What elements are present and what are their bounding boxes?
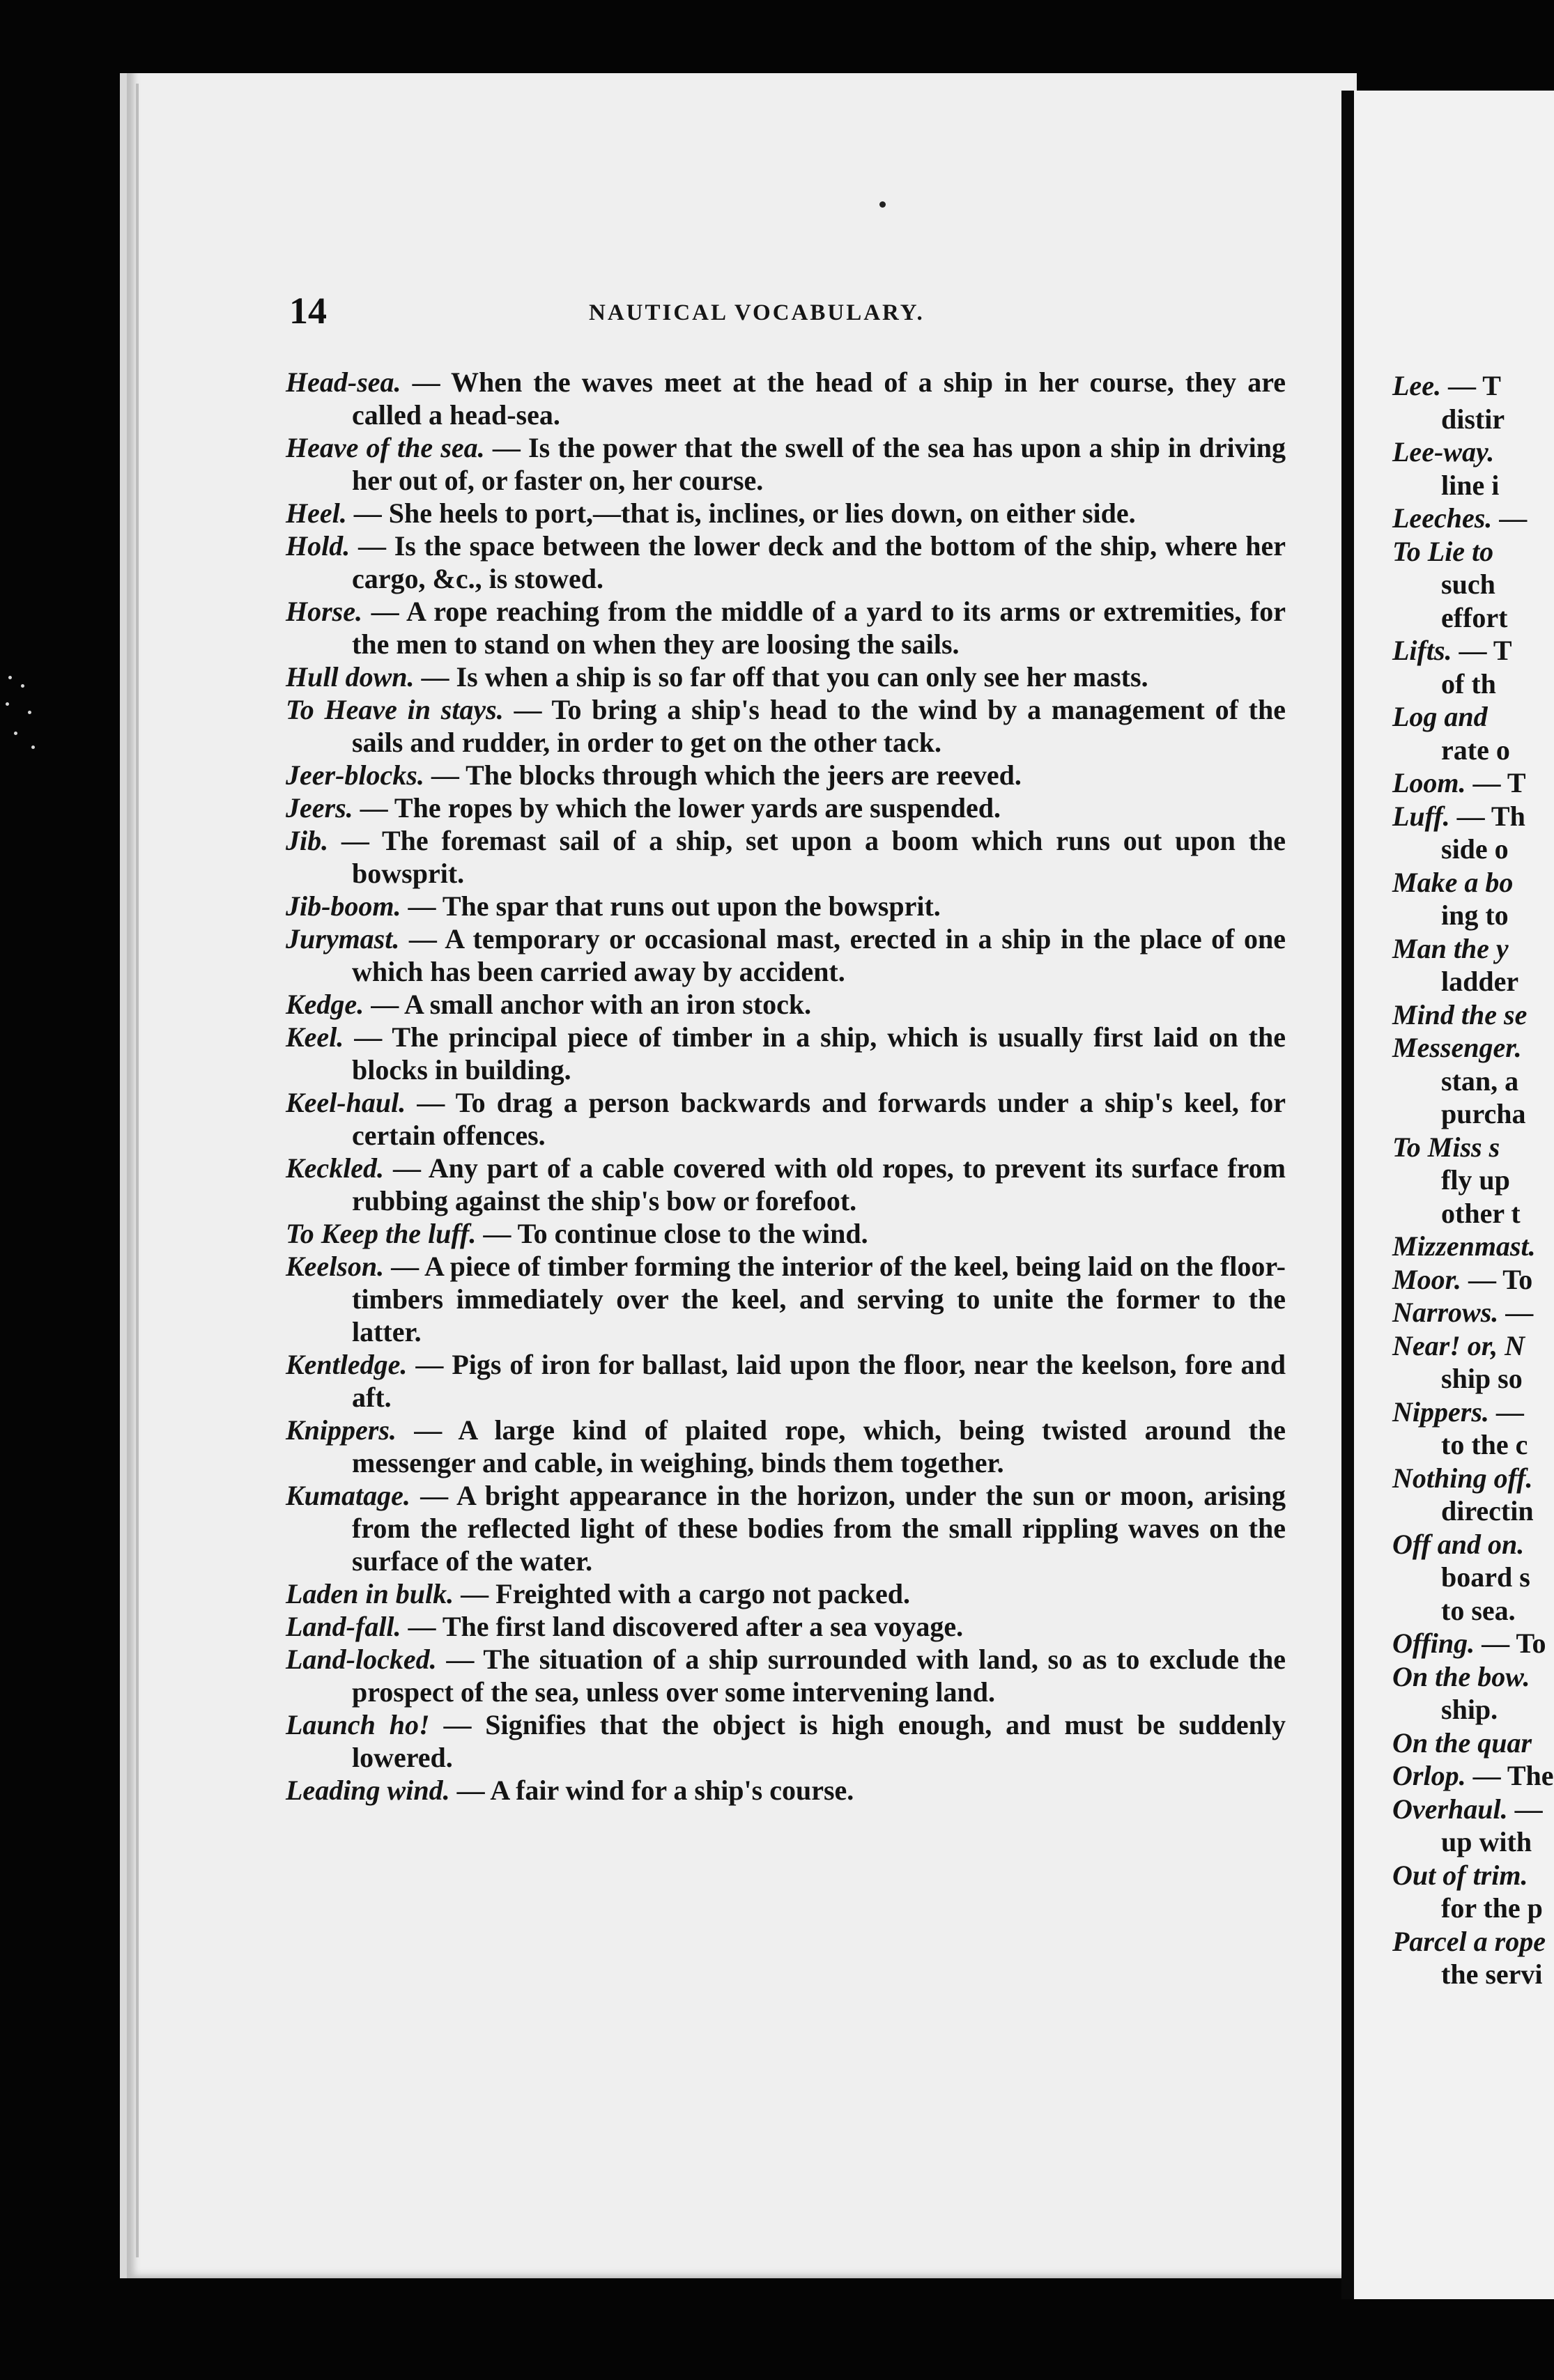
fragment-text: ship.	[1441, 1694, 1498, 1725]
right-page-line	[1392, 1594, 1554, 1628]
fragment-term: Messenger.	[1392, 1032, 1522, 1063]
entry-term: To Heave in stays.	[286, 694, 504, 725]
right-page-line	[1392, 1892, 1554, 1925]
fragment-text: — T	[1459, 635, 1512, 666]
fragment-term: Offing.	[1392, 1628, 1475, 1659]
spine-shadow	[0, 669, 42, 808]
fragment-text: — T	[1447, 370, 1501, 401]
entry-definition: To drag a person backwards and forwards under a ship's keel, for certain offences.	[352, 1087, 1286, 1151]
fragment-term: Log and	[1392, 701, 1488, 732]
entry-definition: The ropes by which the lower yards are suspended.	[394, 792, 1001, 824]
fragment-term: Loom.	[1392, 767, 1466, 798]
right-page-line	[1392, 965, 1554, 998]
entry-definition: A fair wind for a ship's course.	[490, 1775, 854, 1806]
fragment-term: Make a bo	[1392, 866, 1514, 898]
right-page-line	[1392, 833, 1554, 866]
page-number: 14	[289, 290, 327, 332]
fragment-term: Overhaul.	[1392, 1793, 1508, 1825]
right-page-line	[1392, 1396, 1554, 1429]
fragment-term: Moor.	[1392, 1263, 1461, 1295]
fragment-text: to sea.	[1441, 1594, 1516, 1626]
vocabulary-entry: Keckled. — Any part of a cable covered with old ropes, to prevent its surface from rubbing against the ship's bow or forefoot.	[286, 1152, 1286, 1216]
fragment-text: —	[1505, 1297, 1534, 1328]
right-page-line	[1392, 1494, 1554, 1528]
right-page-line	[1392, 1263, 1554, 1297]
right-page-fragments	[1392, 369, 1554, 1991]
fragment-term: Off and on.	[1392, 1528, 1525, 1560]
fragment-term: Parcel a rope	[1392, 1925, 1546, 1957]
entry-term: Kentledge.	[286, 1349, 408, 1380]
vocabulary-entry: Keel-haul. — To drag a person backwards and forwards under a ship's keel, for certain offences.	[286, 1087, 1286, 1151]
vocabulary-entry: Jib. — The foremast sail of a ship, set upon a boom which runs out upon the bowsprit.	[286, 825, 1286, 889]
fragment-text: line i	[1441, 469, 1500, 501]
vocabulary-entry: Kedge. — A small anchor with an iron stock.	[286, 989, 812, 1020]
vocabulary-entry: Leading wind. — A fair wind for a ship's course.	[286, 1775, 854, 1806]
fragment-text: — To	[1482, 1628, 1546, 1659]
right-page-line	[1392, 403, 1554, 436]
entry-definition: The first land discovered after a sea voyage.	[442, 1611, 964, 1642]
right-page-line	[1392, 1362, 1554, 1396]
fragment-text: —	[1495, 1396, 1524, 1428]
entry-term: Heel.	[286, 497, 347, 529]
entry-definition: A piece of timber forming the interior of the keel, being laid on the floor-timbers immediately over the keel, and serving to unite the former to the latter.	[352, 1251, 1286, 1347]
fragment-term: Mizzenmast.	[1392, 1230, 1536, 1262]
entry-definition: To bring a ship's head to the wind by a management of the sails and rudder, in order to get on the other tack.	[352, 694, 1286, 758]
right-page-line	[1392, 1428, 1554, 1462]
right-page-line	[1392, 1131, 1554, 1164]
right-page-line	[1392, 1825, 1554, 1859]
vocabulary-entry: Jib-boom. — The spar that runs out upon the bowsprit.	[286, 890, 941, 922]
vocabulary-entry: Keel. — The principal piece of timber in a ship, which is usually first laid on the blocks in building.	[286, 1021, 1286, 1085]
vocabulary-entries	[286, 366, 1286, 1807]
right-page-line	[1392, 800, 1554, 833]
right-page-line	[1392, 1561, 1554, 1594]
vocabulary-entry: Heel. — She heels to port,—that is, inclines, or lies down, on either side.	[286, 497, 1136, 529]
right-page-line	[1392, 932, 1554, 966]
fragment-text: board s	[1441, 1561, 1530, 1593]
fragment-term: Out of trim.	[1392, 1859, 1528, 1891]
fragment-text: — Th	[1456, 800, 1525, 832]
fragment-text: distir	[1441, 403, 1505, 435]
entry-term: Jib-boom.	[286, 890, 401, 922]
entry-term: Jib.	[286, 825, 329, 856]
fragment-text: —	[1499, 502, 1528, 534]
fragment-term: Orlop.	[1392, 1760, 1466, 1791]
entry-definition: A small anchor with an iron stock.	[403, 989, 812, 1020]
right-page-line	[1392, 1693, 1554, 1726]
entry-term: Head-sea.	[286, 366, 401, 398]
right-page-line	[1392, 734, 1554, 767]
vocabulary-entry: To Keep the luff. — To continue close to the wind.	[286, 1218, 868, 1249]
right-page-line	[1392, 435, 1554, 469]
right-page-line	[1392, 634, 1554, 667]
entry-definition: The situation of a ship surrounded with land, so as to exclude the prospect of the sea, unless over some intervening land.	[352, 1644, 1286, 1708]
right-page-line	[1392, 700, 1554, 734]
entry-term: Hold.	[286, 530, 351, 562]
vocabulary-entry: Jurymast. — A temporary or occasional mast, erected in a ship in the place of one which has been carried away by accident.	[286, 923, 1286, 987]
right-page-line	[1392, 1197, 1554, 1230]
entry-term: Leading wind.	[286, 1775, 450, 1806]
entry-term: Keckled.	[286, 1152, 385, 1184]
entry-term: Keel.	[286, 1021, 344, 1053]
right-page-line	[1392, 1065, 1554, 1098]
entry-term: Jurymast.	[286, 923, 400, 955]
right-page-line	[1392, 1660, 1554, 1694]
fragment-text: effort	[1441, 601, 1508, 633]
right-page-line	[1392, 1097, 1554, 1131]
entry-definition: The blocks through which the jeers are reeved.	[466, 759, 1022, 791]
vocabulary-entry: Kumatage. — A bright appearance in the horizon, under the sun or moon, arising from the reflected light of these bodies from the small rippling waves on the surface of the water.	[286, 1480, 1286, 1577]
vocabulary-entry: Head-sea. — When the waves meet at the head of a ship in her course, they are called a head-sea.	[286, 366, 1286, 431]
right-page-line	[1392, 601, 1554, 635]
vocabulary-entry: Land-fall. — The first land discovered after a sea voyage.	[286, 1611, 964, 1642]
entry-definition: The spar that runs out upon the bowsprit.	[442, 890, 941, 922]
fragment-term: On the quar	[1392, 1726, 1532, 1759]
right-page-line	[1392, 1627, 1554, 1660]
right-page-line	[1392, 1528, 1554, 1561]
fragment-text: — To	[1468, 1263, 1533, 1295]
fragment-term: Narrows.	[1392, 1297, 1499, 1328]
entry-term: Hull down.	[286, 661, 415, 693]
fragment-term: Leeches.	[1392, 502, 1493, 534]
entry-term: Keel-haul.	[286, 1087, 406, 1118]
fragment-text: other t	[1441, 1197, 1521, 1229]
vocabulary-entry: Launch ho! — Signifies that the object is high enough, and must be suddenly lowered.	[286, 1709, 1286, 1773]
fragment-text: directin	[1441, 1495, 1534, 1527]
entry-term: Launch ho!	[286, 1709, 430, 1740]
entry-term: Jeer-blocks.	[286, 759, 424, 791]
fragment-text: up with	[1441, 1826, 1532, 1857]
fragment-text: — The	[1472, 1760, 1554, 1791]
right-page-line	[1392, 369, 1554, 403]
vocabulary-entry: Keelson. — A piece of timber forming the interior of the keel, being laid on the floor-timbers immediately over the keel, and serving to unite the former to the latter.	[286, 1251, 1286, 1347]
fragment-text: for the p	[1441, 1892, 1543, 1924]
fragment-text: side o	[1441, 833, 1509, 865]
fragment-term: Nippers.	[1392, 1396, 1489, 1428]
entry-definition: A rope reaching from the middle of a yard to its arms or extremities, for the men to stand on when they are loosing the sails.	[352, 596, 1286, 660]
vocabulary-entry: Laden in bulk. — Freighted with a cargo not packed.	[286, 1578, 910, 1609]
entry-term: Kumatage.	[286, 1480, 410, 1511]
right-page-line	[1392, 469, 1554, 502]
right-page-line	[1392, 1859, 1554, 1892]
entry-definition: She heels to port,—that is, inclines, or lies down, on either side.	[388, 497, 1136, 529]
fragment-term: To Lie to	[1392, 535, 1494, 567]
entry-term: Kedge.	[286, 989, 364, 1020]
right-page-line	[1392, 667, 1554, 701]
entry-term: Heave of the sea.	[286, 432, 485, 463]
entry-definition: A large kind of plaited rope, which, being twisted around the messenger and cable, in weighing, binds them together.	[352, 1414, 1286, 1478]
right-page-line	[1392, 1925, 1554, 1958]
entry-definition: The foremast sail of a ship, set upon a boom which runs out upon the bowsprit.	[352, 825, 1286, 889]
fragment-text: the servi	[1441, 1958, 1543, 1990]
entry-definition: Is the power that the swell of the sea has upon a ship in driving her out of, or faster on, her course.	[352, 432, 1286, 496]
right-page-line	[1392, 1031, 1554, 1065]
fragment-term: Lee.	[1392, 370, 1441, 401]
entry-term: Knippers.	[286, 1414, 397, 1446]
entry-term: Horse.	[286, 596, 362, 627]
vocabulary-entry: Heave of the sea. — Is the power that the swell of the sea has upon a ship in driving her out of, or faster on, her course.	[286, 432, 1286, 496]
vocabulary-entry: Jeers. — The ropes by which the lower yards are suspended.	[286, 792, 1001, 824]
entry-term: Keelson.	[286, 1251, 385, 1282]
fragment-term: On the bow.	[1392, 1660, 1530, 1692]
right-page-line	[1392, 1230, 1554, 1263]
right-page-line	[1392, 1164, 1554, 1197]
fragment-text: purcha	[1441, 1098, 1526, 1129]
entry-definition: Is the space between the lower deck and the bottom of the ship, where her cargo, &c., is stowed.	[352, 530, 1286, 594]
vocabulary-entry: Hold. — Is the space between the lower deck and the bottom of the ship, where her cargo, &c., is stowed.	[286, 530, 1286, 594]
entry-definition: Signifies that the object is high enough, and must be suddenly lowered.	[352, 1709, 1286, 1773]
fragment-term: Nothing off.	[1392, 1462, 1533, 1494]
right-page-line	[1392, 866, 1554, 899]
right-page-line	[1392, 1958, 1554, 1991]
fragment-text: ing to	[1441, 899, 1509, 931]
fragment-text: rate o	[1441, 734, 1510, 766]
right-page-line	[1392, 568, 1554, 601]
entry-definition: To continue close to the wind.	[517, 1218, 868, 1249]
right-page-line	[1392, 1462, 1554, 1495]
fragment-text: fly up	[1441, 1164, 1510, 1196]
entry-definition: A temporary or occasional mast, erected in a ship in the place of one which has been carried away by accident.	[352, 923, 1286, 987]
right-page-line	[1392, 502, 1554, 535]
page-edge	[136, 84, 139, 2257]
right-page-line	[1392, 998, 1554, 1032]
ink-spot	[879, 201, 886, 208]
entry-definition: Any part of a cable covered with old ropes, to prevent its surface from rubbing against the ship's bow or forefoot.	[352, 1152, 1286, 1216]
entry-definition: When the waves meet at the head of a ship in her course, they are called a head-sea.	[352, 366, 1286, 431]
entry-term: Laden in bulk.	[286, 1578, 454, 1609]
right-page-line	[1392, 1726, 1554, 1760]
fragment-text: — T	[1472, 767, 1526, 798]
fragment-term: Luff.	[1392, 800, 1450, 832]
entry-definition: Pigs of iron for ballast, laid upon the floor, near the keelson, fore and aft.	[352, 1349, 1286, 1413]
right-page-line	[1392, 1296, 1554, 1329]
entry-definition: Is when a ship is so far off that you can only see her masts.	[456, 661, 1148, 693]
fragment-text: to the c	[1441, 1429, 1528, 1460]
vocabulary-entry: Knippers. — A large kind of plaited rope, which, being twisted around the messenger and cable, in weighing, binds them together.	[286, 1414, 1286, 1478]
fragment-text: stan, a	[1441, 1065, 1519, 1097]
fragment-text: ladder	[1441, 966, 1519, 997]
fragment-term: Man the y	[1392, 932, 1509, 964]
vocabulary-entry: Jeer-blocks. — The blocks through which the jeers are reeved.	[286, 759, 1022, 791]
page-header	[289, 289, 1286, 331]
fragment-term: Lifts.	[1392, 635, 1452, 666]
fragment-term: Lee-way.	[1392, 436, 1495, 468]
entry-term: Jeers.	[286, 792, 353, 824]
entry-definition: The principal piece of timber in a ship, which is usually first laid on the blocks in building.	[352, 1021, 1286, 1085]
fragment-text: —	[1514, 1793, 1543, 1825]
entry-term: To Keep the luff.	[286, 1218, 477, 1249]
entry-term: Land-fall.	[286, 1611, 401, 1642]
fragment-text: such	[1441, 569, 1495, 600]
entry-definition: A bright appearance in the horizon, under the sun or moon, arising from the reflected light of these bodies from the small rippling waves on the surface of the water.	[352, 1480, 1286, 1577]
right-page-line	[1392, 766, 1554, 800]
right-page-line	[1392, 1759, 1554, 1793]
right-page-line	[1392, 899, 1554, 932]
vocabulary-entry: Land-locked. — The situation of a ship surrounded with land, so as to exclude the prospect of the sea, unless over some intervening land.	[286, 1644, 1286, 1708]
right-page-line	[1392, 1793, 1554, 1826]
running-head: NAUTICAL VOCABULARY.	[589, 300, 925, 325]
vocabulary-entry: Horse. — A rope reaching from the middle of a yard to its arms or extremities, for the men to stand on when they are loosing the sails.	[286, 596, 1286, 660]
entry-definition: Freighted with a cargo not packed.	[495, 1578, 910, 1609]
vocabulary-entry: Hull down. — Is when a ship is so far off that you can only see her masts.	[286, 661, 1148, 693]
right-page-line	[1392, 535, 1554, 569]
fragment-text: ship so	[1441, 1363, 1523, 1394]
right-page	[1341, 91, 1554, 2299]
fragment-term: Mind the se	[1392, 998, 1528, 1030]
vocabulary-entry: To Heave in stays. — To bring a ship's head to the wind by a management of the sails and rudder, in order to get on the other tack.	[286, 694, 1286, 758]
right-page-line	[1392, 1329, 1554, 1363]
entry-term: Land-locked.	[286, 1644, 437, 1675]
fragment-term: Near! or, N	[1392, 1329, 1525, 1361]
fragment-text: of th	[1441, 667, 1496, 700]
vocabulary-entry: Kentledge. — Pigs of iron for ballast, laid upon the floor, near the keelson, fore and aft.	[286, 1349, 1286, 1413]
fragment-term: To Miss s	[1392, 1131, 1500, 1163]
